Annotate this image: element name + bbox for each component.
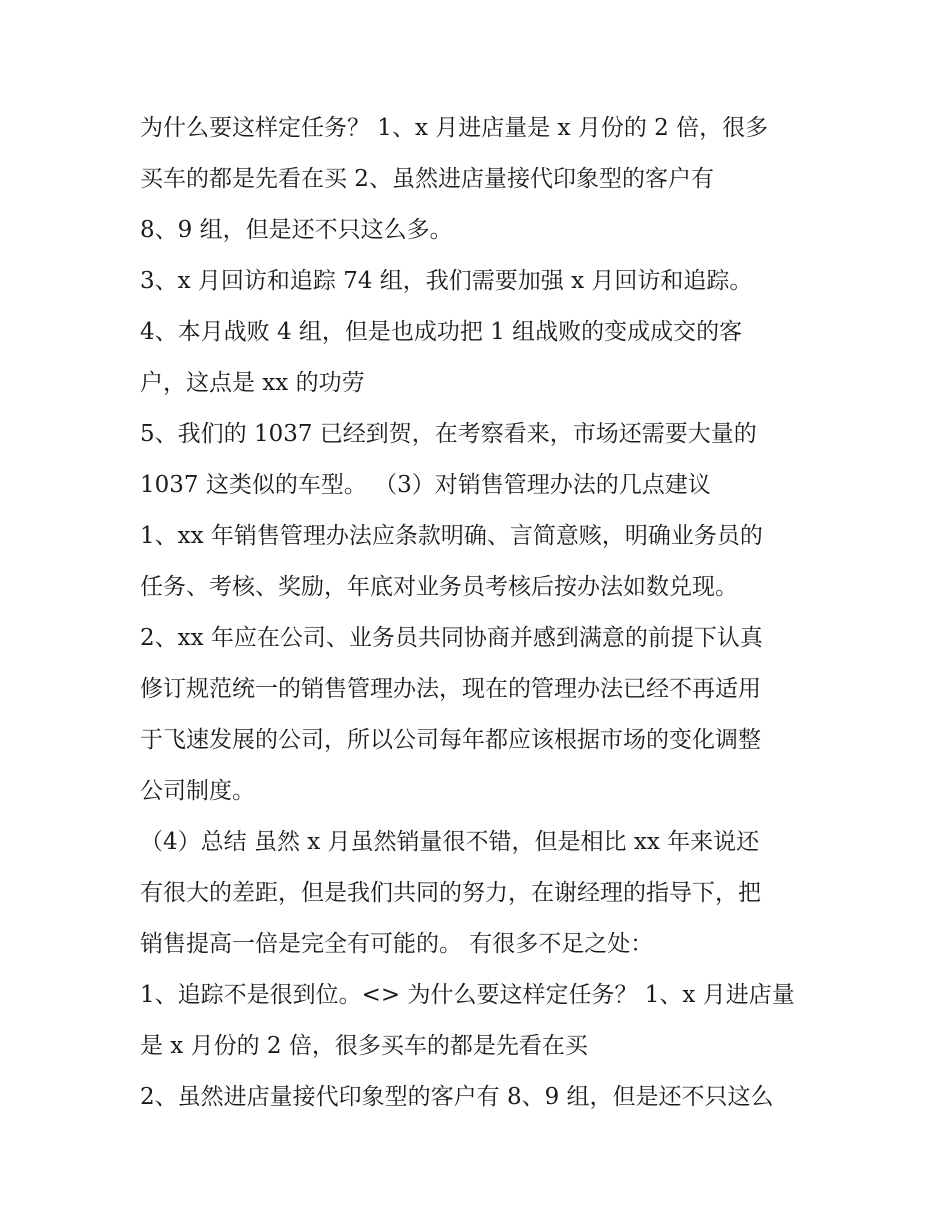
text-line: 任务、考核、奖励，年底对业务员考核后按办法如数兑现。 bbox=[140, 574, 738, 600]
text-line: 5、我们的 1037 已经到贺，在考察看来，市场还需要大量的 bbox=[140, 421, 757, 447]
text-line: 买车的都是先看在买 2、虽然进店量接代印象型的客户有 bbox=[140, 166, 714, 192]
text-line: 户，这点是 xx 的功劳 bbox=[140, 370, 365, 396]
text-line: 3、x 月回访和追踪 74 组，我们需要加强 x 月回访和追踪。 bbox=[140, 268, 753, 294]
text-line: 1、追踪不是很到位。<> 为什么要这样定任务？ 1、x 月进店量 bbox=[140, 982, 795, 1008]
text-line: 有很大的差距，但是我们共同的努力，在谢经理的指导下，把 bbox=[140, 880, 761, 906]
text-line: 2、xx 年应在公司、业务员共同协商并感到满意的前提下认真 bbox=[140, 625, 763, 651]
text-line: 修订规范统一的销售管理办法，现在的管理办法已经不再适用 bbox=[140, 676, 761, 702]
text-line: 于飞速发展的公司，所以公司每年都应该根据市场的变化调整 bbox=[140, 727, 761, 753]
text-line: 1037 这类似的车型。 （3）对销售管理办法的几点建议 bbox=[140, 472, 711, 498]
text-line: 8、9 组，但是还不只这么多。 bbox=[140, 217, 453, 243]
text-line: 公司制度。 bbox=[140, 778, 255, 804]
text-line: 1、xx 年销售管理办法应条款明确、言简意赅，明确业务员的 bbox=[140, 523, 763, 549]
text-line: 4、本月战败 4 组，但是也成功把 1 组战败的变成成交的客 bbox=[140, 319, 743, 345]
text-line: 销售提高一倍是完全有可能的。 有很多不足之处： bbox=[140, 931, 654, 957]
text-line: 是 x 月份的 2 倍，很多买车的都是先看在买 bbox=[140, 1033, 588, 1059]
text-line: 为什么要这样定任务？ 1、x 月进店量是 x 月份的 2 倍，很多 bbox=[140, 115, 769, 141]
text-line: 2、虽然进店量接代印象型的客户有 8、9 组，但是还不只这么 bbox=[140, 1084, 774, 1110]
text-line: （4）总结 虽然 x 月虽然销量很不错，但是相比 xx 年来说还 bbox=[140, 829, 760, 855]
